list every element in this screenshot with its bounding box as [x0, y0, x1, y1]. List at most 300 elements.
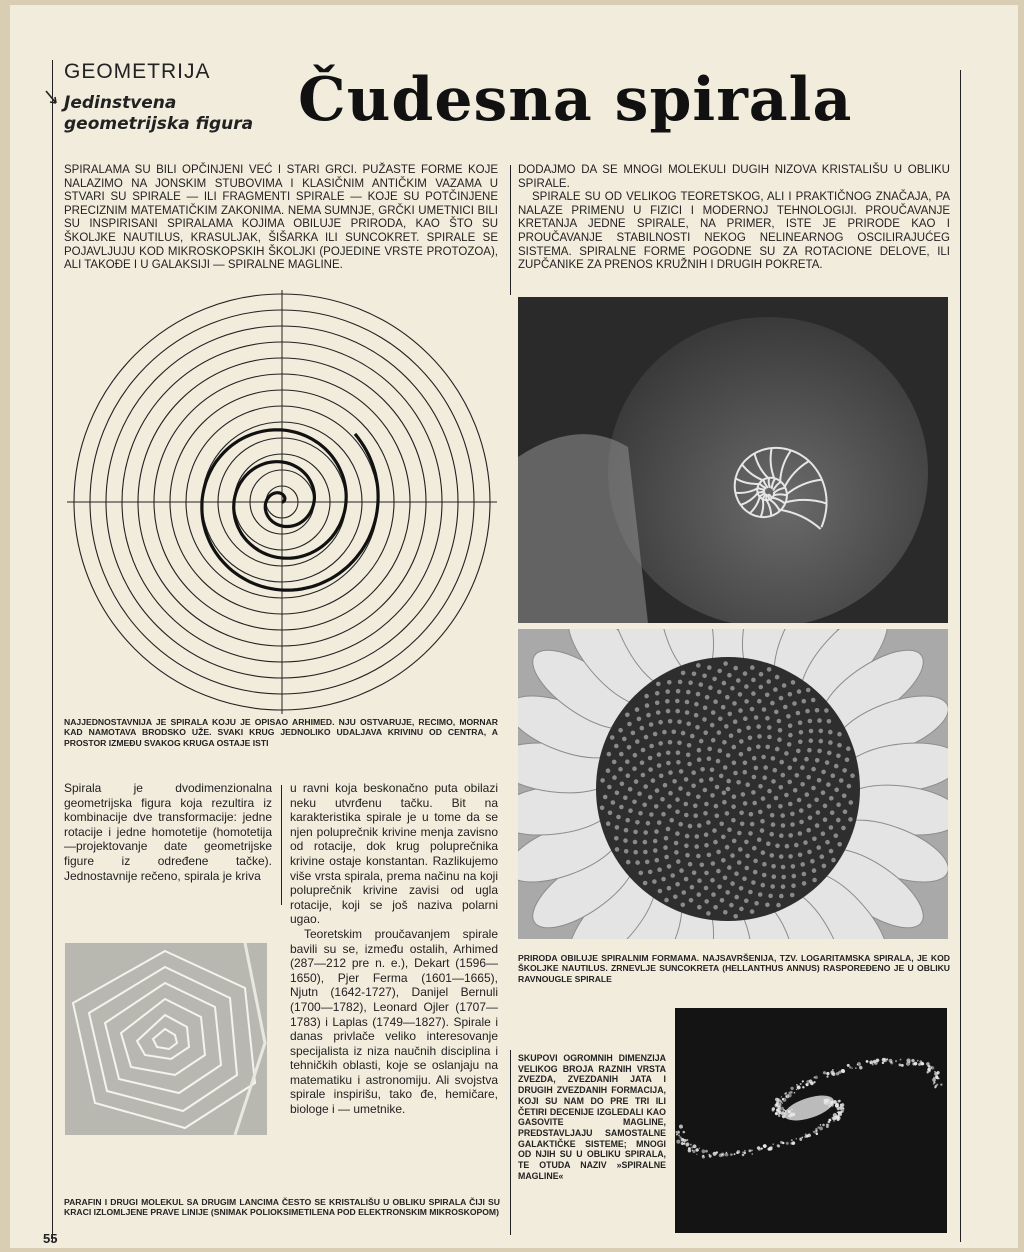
sunflower-seed [731, 818, 736, 823]
sunflower-seed [744, 684, 749, 689]
sunflower-seed [694, 702, 699, 707]
spiral-curve [202, 430, 378, 590]
sunflower-seed [733, 719, 738, 724]
sunflower-seed [806, 828, 811, 833]
sunflower-seed [717, 885, 722, 890]
sunflower-seed [648, 767, 653, 772]
intro-right-paragraph-2: SPIRALE SU OD VELIKOG TEORETSKOG, ALI I PRAKTIČNOG ZNAČAJA, PA NALAZE PRIMENU U FIZICI I MODERNOJ TEHNOLOGIJI. PROUČAVANJE KRETANJA JEDNE SPIRALE, NA PRIMER, ISTE JE PRIRODE KAO I PROUČAVANJE STABILNOSTI NEKOG NELINEARNOG OSCILIRAJUĆEG SISTEMA. SPIRALNE FORME POGODNE SU ZA ROTACIONE DELOVE, ILI ZUPČANIKE ZA PRENOS KRUŽNIH I DRUGIH POKRETA. [518, 191, 950, 272]
caption-nature: PRIRODA OBILUJE SPIRALNIM FORMAMA. NAJSAVRŠENIJA, TZV. LOGARITAMSKA SPIRALA, JE KOD ŠKOLJKE NAUTILUS. ZRNEVLJE SUNCOKRETA (HELLANTHUS ANNUS) RASPOREĐENO JE U OBLIKU RAVNOUGLE SPIRALE [518, 953, 950, 984]
sunflower-seed [779, 785, 784, 790]
sunflower-seed [827, 719, 832, 724]
sunflower-seed [850, 773, 855, 778]
sunflower-seed [649, 722, 654, 727]
sunflower-seed [750, 665, 755, 670]
sunflower-seed [770, 813, 775, 818]
sunflower-seed [638, 811, 643, 816]
sunflower-seed [678, 786, 683, 791]
sunflower-seed [674, 850, 679, 855]
galaxy-caption-divider [510, 1050, 511, 1235]
sunflower-seed [658, 720, 663, 725]
sunflower-seed [751, 678, 756, 683]
sunflower-seed [722, 681, 727, 686]
sunflower-seed [811, 767, 816, 772]
sunflower-seed [619, 805, 624, 810]
sunflower-seed [767, 667, 772, 672]
sunflower-seed [677, 741, 682, 746]
sunflower-seed [786, 714, 791, 719]
left-margin-rule [52, 60, 53, 1242]
sunflower-seed [652, 879, 657, 884]
sunflower-seed [830, 810, 835, 815]
subtitle-line-1: Jedinstvena [64, 93, 177, 113]
sunflower-seed [728, 712, 733, 717]
sunflower-seed [672, 779, 677, 784]
sunflower-seed [632, 766, 637, 771]
sunflower-seed [777, 719, 782, 724]
sunflower-seed [648, 795, 653, 800]
sunflower-seed [627, 745, 632, 750]
sunflower-seed [816, 810, 821, 815]
sunflower-seed [781, 865, 786, 870]
sunflower-seed [699, 682, 704, 687]
sunflower-seed [643, 840, 648, 845]
body-column-2-paragraph-2: Teoretskim proučavanjem spirale bavili su se, između ostalih, Arhimed (287—212 pre n. e.), Dekart (1596—1650), Pjer Ferma (1601—1665), Njutn (1642-1727), Danijel Bernuli (1700—1782), Leonard Ojler (1707—1783) i Laplas (1749—1827). Spirale i danas privlače veliko interesovanje specijalista iz niza naučnih disciplina i tehničkih oblasti, koje se oslanjaju na matematiku i astronomiju. Ali svojstva spirale inspirišu, tako đe, hemičare, biologe i — umetnike. [290, 926, 498, 1117]
sunflower-seed [684, 844, 689, 849]
sunflower-seed [807, 748, 812, 753]
sunflower-seed [635, 707, 640, 712]
sunflower-seed [775, 747, 780, 752]
sunflower-seed [681, 731, 686, 736]
sunflower-seed [781, 875, 786, 880]
sunflower-seed [733, 914, 738, 919]
sunflower-seed [688, 824, 693, 829]
sunflower-seed [770, 853, 775, 858]
sunflower-seed [673, 895, 678, 900]
sunflower-seed [664, 855, 669, 860]
sunflower-seed [791, 680, 796, 685]
sunflower-seed [758, 784, 763, 789]
sunflower-seed [744, 699, 749, 704]
intro-left-text: SPIRALAMA SU BILI OPČINJENI VEĆ I STARI GRCI. PUŽASTE FORME KOJE NALAZIMO NA JONSKIM STUBOVIMA I KLASIČNIM ANTIČKIM VAZAMA U STVARI SU SPIRALE — ILI FRAGMENTI SPIRALE — KOJE SU POTČINJENE PRECIZNIM MATEMATIČKIM ZAKONIMA. NEMA SUMNJE, GRČKI UMETNICI BILI SU INSPIRISANI SPIRALAMA KOJIMA OBILUJE PRIRODA, KAO ŠTO SU ŠKOLJKE NAUTILUS, KRASULJAK, ŠIŠARKA ILI SUNCOKRET. SPIRALE SE POJAVLJUJU KOD MIKROSKOPSKIH ŠKOLJKI (POJEDINE VRSTE PROTOZOA), ALI TAKOĐE I U GALAKSIJI — SPIRALNE MAGLINE. [64, 164, 498, 272]
sunflower-seed [794, 843, 799, 848]
sunflower-seed [697, 823, 702, 828]
sunflower-seed [645, 703, 650, 708]
sunflower-seed [738, 692, 743, 697]
sunflower-seed [775, 675, 780, 680]
sunflower-seed [708, 685, 713, 690]
sunflower-seed [625, 818, 630, 823]
sunflower-seed [689, 898, 694, 903]
sunflower-seed [784, 793, 789, 798]
sunflower-seed [834, 764, 839, 769]
sunflower-seed [779, 854, 784, 859]
sunflower-seed [694, 713, 699, 718]
sunflower-seed [785, 844, 790, 849]
sunflower-seed [615, 847, 620, 852]
sunflower-seed [811, 786, 816, 791]
sunflower-seed [848, 817, 853, 822]
magazine-page [10, 5, 1018, 1248]
sunflower-seed [815, 823, 820, 828]
sunflower-seed [769, 832, 774, 837]
sunflower-seed [686, 792, 691, 797]
sunflower-seed [693, 804, 698, 809]
sunflower-seed [681, 671, 686, 676]
sunflower-seed [765, 745, 770, 750]
sunflower-seed [736, 780, 741, 785]
sunflower-seed [687, 743, 692, 748]
sunflower-seed [625, 713, 630, 718]
sunflower-seed [825, 840, 830, 845]
sunflower-seed [655, 788, 660, 793]
sunflower-seed [696, 854, 701, 859]
sunflower-seed [749, 812, 754, 817]
sunflower-seed [836, 818, 841, 823]
sunflower-seed [702, 674, 707, 679]
sunflower-seed [779, 894, 784, 899]
sunflower-seed [637, 791, 642, 796]
sunflower-seed [787, 780, 792, 785]
sunflower-seed [792, 701, 797, 706]
sunflower-seed [739, 811, 744, 816]
sunflower-seed [748, 736, 753, 741]
sunflower-seed [723, 661, 728, 666]
sunflower-seed [622, 737, 627, 742]
sunflower-seed [684, 877, 689, 882]
sunflower-seed [761, 850, 766, 855]
sunflower-seed [711, 738, 716, 743]
sunflower-seed [797, 689, 802, 694]
sunflower-seed [799, 820, 804, 825]
sunflower-seed [657, 867, 662, 872]
sunflower-seed [739, 907, 744, 912]
section-label: GEOMETRIJA [64, 60, 211, 83]
sunflower-seed [675, 699, 680, 704]
sunflower-seed [707, 756, 712, 761]
sunflower-seed [778, 728, 783, 733]
sunflower-seed [754, 715, 759, 720]
sunflower-seed [704, 802, 709, 807]
sunflower-seed [808, 816, 813, 821]
sunflower-seed [711, 892, 716, 897]
sunflower-seed [653, 848, 658, 853]
sunflower-seed [767, 804, 772, 809]
sunflower-seed [721, 858, 726, 863]
sunflower-seed [667, 804, 672, 809]
sunflower-seed [752, 756, 757, 761]
sunflower-seed [611, 800, 616, 805]
sunflower-seed [837, 842, 842, 847]
sunflower-seed [828, 740, 833, 745]
sunflower-seed [695, 725, 700, 730]
sunflower-seed [800, 765, 805, 770]
sunflower-seed [675, 810, 680, 815]
sunflower-seed [729, 733, 734, 738]
sunflower-seed [607, 785, 612, 790]
sunflower-seed [658, 741, 663, 746]
sunflower-seed [816, 845, 821, 850]
sunflower-seed [836, 754, 841, 759]
sunflower-seed [696, 663, 701, 668]
sunflower-seed [703, 730, 708, 735]
sunflower-seed [688, 862, 693, 867]
sunflower-seed [797, 798, 802, 803]
sunflower-seed [615, 825, 620, 830]
sunflower-seed [779, 833, 784, 838]
page-number: 55 [43, 1231, 58, 1246]
sunflower-seed [739, 886, 744, 891]
sunflower-seed [723, 910, 728, 915]
sunflower-seed [770, 884, 775, 889]
sunflower-seed [738, 847, 743, 852]
sunflower-seed [770, 701, 775, 706]
sunflower-seed [635, 739, 640, 744]
sunflower-seed [730, 881, 735, 886]
sunflower-seed [717, 690, 722, 695]
sunflower-seed [655, 858, 660, 863]
sunflower-seed [802, 872, 807, 877]
sunflower-seed [761, 883, 766, 888]
sunflower-seed [726, 779, 731, 784]
sunflower-seed [660, 797, 665, 802]
sunflower-seed [718, 717, 723, 722]
sunflower-seed [740, 822, 745, 827]
sunflower-seed [790, 812, 795, 817]
sunflower-seed [645, 860, 650, 865]
subtitle [64, 93, 253, 135]
sunflower-seed [655, 701, 660, 706]
sunflower-seed [696, 692, 701, 697]
sunflower-photo [518, 629, 948, 939]
sunflower-seed [641, 748, 646, 753]
sunflower-seed [743, 801, 748, 806]
sunflower-seed [616, 815, 621, 820]
sunflower-seed [633, 753, 638, 758]
sunflower-seed [821, 770, 826, 775]
sunflower-seed [627, 722, 632, 727]
sunflower-seed [837, 743, 842, 748]
sunflower-seed [722, 791, 727, 796]
sunflower-seed [841, 826, 846, 831]
sunflower-seed [849, 800, 854, 805]
sunflower-seed [751, 691, 756, 696]
sunflower-seed [626, 773, 631, 778]
sunflower-seed [732, 745, 737, 750]
sunflower-seed [798, 740, 803, 745]
sunflower-seed [842, 794, 847, 799]
sunflower-seed [667, 864, 672, 869]
sunflower-seed [713, 905, 718, 910]
sunflower-seed [643, 784, 648, 789]
sunflower-seed [666, 751, 671, 756]
sunflower-seed [649, 744, 654, 749]
sunflower-seed [606, 821, 611, 826]
sunflower-seed [743, 761, 748, 766]
sunflower-seed [695, 834, 700, 839]
sunflower-seed [762, 873, 767, 878]
sunflower-seed [750, 909, 755, 914]
sunflower-seed [639, 871, 644, 876]
sunflower-seed [788, 723, 793, 728]
sunflower-seed [614, 744, 619, 749]
sunflower-seed [775, 844, 780, 849]
nautilus-septum [773, 494, 787, 495]
sunflower-seed [743, 671, 748, 676]
sunflower-seed [720, 898, 725, 903]
page-title: Čudesna spirala [298, 65, 853, 135]
sunflower-seed [807, 850, 812, 855]
sunflower-seed [667, 680, 672, 685]
sunflower-seed [790, 893, 795, 898]
sunflower-seed [694, 844, 699, 849]
sunflower-seed [753, 859, 758, 864]
sunflower-seed [802, 881, 807, 886]
sunflower-seed [836, 802, 841, 807]
sunflower-seed [672, 730, 677, 735]
sunflower-seed [811, 698, 816, 703]
sunflower-seed [633, 840, 638, 845]
sunflower-seed [635, 820, 640, 825]
sunflower-seed [717, 669, 722, 674]
sunflower-seed [771, 756, 776, 761]
sunflower-seed [815, 758, 820, 763]
sunflower-seed [730, 853, 735, 858]
sunflower-seed [754, 766, 759, 771]
sunflower-seed [684, 777, 689, 782]
sunflower-seed [781, 773, 786, 778]
sunflower-seed [675, 831, 680, 836]
sunflower-seed [788, 766, 793, 771]
sunflower-seed [631, 731, 636, 736]
sunflower-seed [796, 711, 801, 716]
sunflower-seed [653, 732, 658, 737]
sunflower-seed [628, 787, 633, 792]
sunflower-seed [643, 830, 648, 835]
sunflower-seed [686, 690, 691, 695]
sunflower-seed [752, 801, 757, 806]
sunflower-seed [800, 862, 805, 867]
sunflower-seed [644, 694, 649, 699]
sunflower-seed [829, 849, 834, 854]
sunflower-seed [779, 760, 784, 765]
sunflower-seed [845, 758, 850, 763]
sunflower-seed [603, 795, 608, 800]
sunflower-seed [756, 745, 761, 750]
sunflower-seed [783, 705, 788, 710]
sunflower-seed [685, 853, 690, 858]
sunflower-seed [726, 787, 731, 792]
sunflower-seed [759, 685, 764, 690]
sunflower-seed [819, 729, 824, 734]
sunflower-seed [678, 822, 683, 827]
subtitle-line-2: geometrijska figura [64, 114, 254, 134]
sunflower-seed [741, 792, 746, 797]
sunflower-seed [725, 890, 730, 895]
sunflower-seed [666, 827, 671, 832]
sunflower-seed [843, 810, 848, 815]
sunflower-seed [648, 870, 653, 875]
sunflower-seed [761, 796, 766, 801]
sunflower-seed [707, 665, 712, 670]
sunflower-seed [745, 866, 750, 871]
body-column-2-paragraph-1: u ravni koja beskonačno puta obilazi neku utvrđenu tačku. Bit na karakteristika spirale je u tome da se njen poluprečnik krivine menja zavisno od rotacije, dok krug poluprečnika krivine ostaje konstantan. Razlikujemo više vrsta spirala, prema načinu na koji poluprečnik krivine zavisi od ugla rotacije, koji se još naziva polarni ugao. [290, 781, 498, 927]
sunflower-seed [788, 733, 793, 738]
sunflower-seed [682, 890, 687, 895]
sunflower-seed [703, 788, 708, 793]
sunflower-seed [704, 843, 709, 848]
sunflower-seed [758, 810, 763, 815]
sunflower-seed [676, 689, 681, 694]
sunflower-seed [692, 672, 697, 677]
sunflower-seed [752, 775, 757, 780]
sunflower-seed [822, 864, 827, 869]
sunflower-seed [754, 901, 759, 906]
sunflower-seed [649, 812, 654, 817]
sunflower-seed [733, 666, 738, 671]
sunflower-seed [716, 869, 721, 874]
sunflower-seed [615, 791, 620, 796]
sunflower-seed [690, 734, 695, 739]
sunflower-seed [804, 757, 809, 762]
sunflower-seed [709, 777, 714, 782]
sunflower-seed [696, 795, 701, 800]
sunflower-seed [674, 841, 679, 846]
sunflower-seed [761, 755, 766, 760]
sunflower-seed [684, 802, 689, 807]
sunflower-seed [798, 831, 803, 836]
sunflower-seed [654, 829, 659, 834]
sunflower-seed [776, 903, 781, 908]
sunflower-seed [758, 892, 763, 897]
sunflower-seed [606, 768, 611, 773]
sunflower-seed [747, 747, 752, 752]
sunflower-seed [744, 899, 749, 904]
archimedes-spiral-diagram [60, 290, 505, 715]
sunflower-seed [763, 765, 768, 770]
nautilus-shell-photo [518, 297, 948, 623]
sunflower-seed [806, 775, 811, 780]
sunflower-seed [684, 813, 689, 818]
sunflower-seed [670, 873, 675, 878]
sunflower-seed [803, 840, 808, 845]
sunflower-seed [612, 775, 617, 780]
intro-right-text [518, 164, 950, 273]
sunflower-seed [805, 792, 810, 797]
sunflower-seed [766, 841, 771, 846]
sunflower-seed [760, 819, 765, 824]
sunflower-seed [792, 874, 797, 879]
sunflower-seed [718, 748, 723, 753]
sunflower-seed [704, 832, 709, 837]
sunflower-seed [798, 853, 803, 858]
sunflower-seed [787, 742, 792, 747]
sunflower-seed [793, 788, 798, 793]
sunflower-seed [756, 724, 761, 729]
sunflower-seed [732, 761, 737, 766]
sunflower-seed [759, 672, 764, 677]
sunflower-seed [665, 699, 670, 704]
sunflower-seed [643, 850, 648, 855]
sunflower-seed [834, 833, 839, 838]
sunflower-seed [685, 700, 690, 705]
sunflower-seed [625, 759, 630, 764]
sunflower-seed [730, 686, 735, 691]
sunflower-seed [725, 695, 730, 700]
sunflower-seed [661, 812, 666, 817]
sunflower-seed [727, 673, 732, 678]
sunflower-seed [654, 804, 659, 809]
sunflower-seed [712, 828, 717, 833]
